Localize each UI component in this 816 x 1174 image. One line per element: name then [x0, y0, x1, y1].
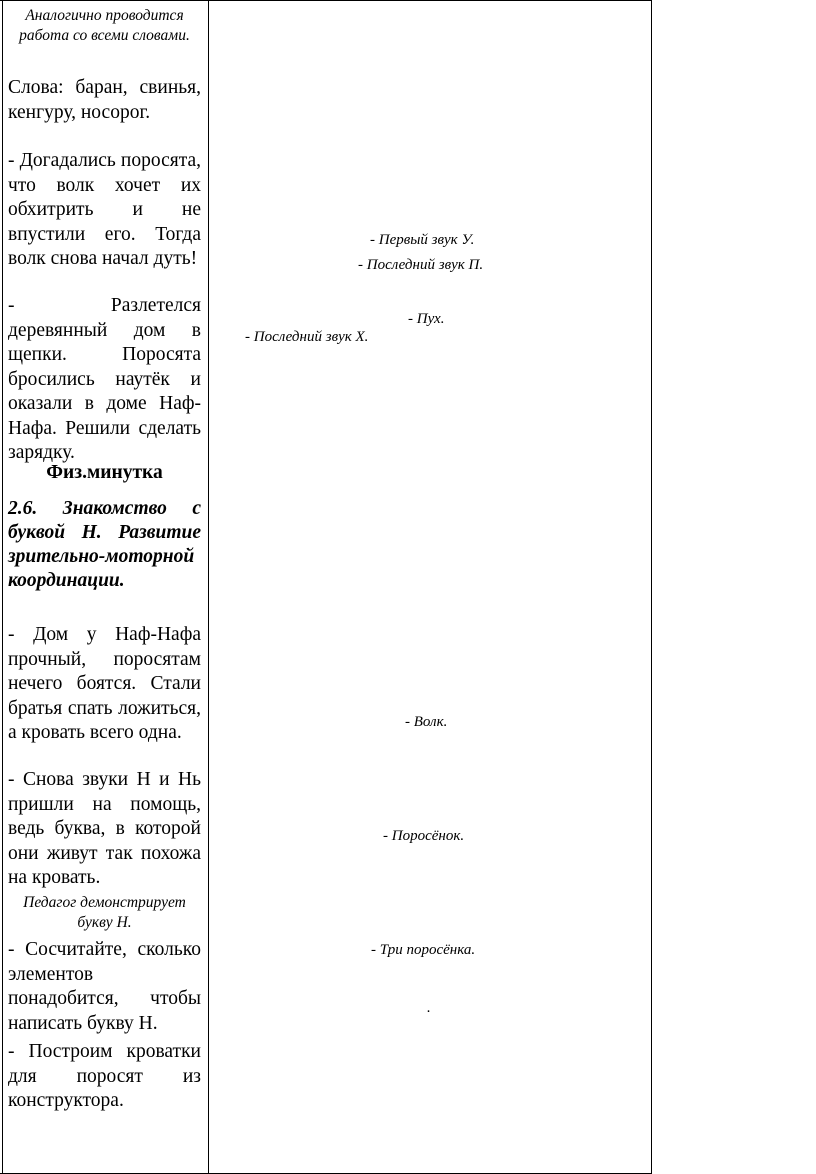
- paragraph-count-elements: - Сосчитайте, сколько элементов понадобится, чтобы написать букву Н.: [8, 939, 201, 1034]
- note-top: Аналогично проводится работа со всеми словами.: [19, 7, 190, 44]
- answer-piglet: - Поросёнок.: [383, 828, 465, 844]
- table-border-left: [2, 0, 3, 1174]
- section-heading: 2.6. Знакомство с буквой Н. Развитие зрительно-моторной координации.: [8, 498, 201, 591]
- paragraph-wooden-house: - Разлетелся деревянный дом в щепки. Поросята бросились наутёк и оказали в доме Наф-Нафа. Решили сделать зарядку.: [8, 295, 201, 463]
- table-border-right: [651, 0, 652, 1174]
- paragraph-build-beds: - Построим кроватки для поросят из конструктора.: [8, 1041, 201, 1111]
- paragraph-wolf-blows: - Догадались поросята, что волк хочет их обхитрить и не впустили его. Тогда волк снова начал дуть!: [8, 150, 201, 269]
- answer-last-sound-p: - Последний звук П.: [358, 257, 484, 273]
- paragraph-sounds-help: - Снова звуки Н и Нь пришли на помощь, ведь буква, в которой они живут так похожа на кровать.: [8, 769, 201, 888]
- phys-minute-label: Физ.минутка: [46, 462, 163, 483]
- answer-pukh: - Пух.: [408, 311, 445, 327]
- answer-last-sound-kh: - Последний звук Х.: [245, 329, 369, 345]
- answer-wolf: - Волк.: [405, 714, 448, 730]
- answer-dot: .: [427, 1000, 431, 1016]
- table-border-top: [0, 0, 651, 1]
- table-column-divider: [208, 0, 209, 1174]
- answer-first-sound: - Первый звук У.: [370, 232, 475, 248]
- words-paragraph: Слова: баран, свинья, кенгуру, носорог.: [8, 77, 201, 123]
- paragraph-strong-house: - Дом у Наф-Нафа прочный, поросятам нечего боятся. Стали братья спать ложиться, а кровать всего одна.: [8, 624, 201, 743]
- answer-three-piglets: - Три поросёнка.: [371, 942, 476, 958]
- note-teacher: Педагог демонстрирует букву Н.: [23, 894, 186, 931]
